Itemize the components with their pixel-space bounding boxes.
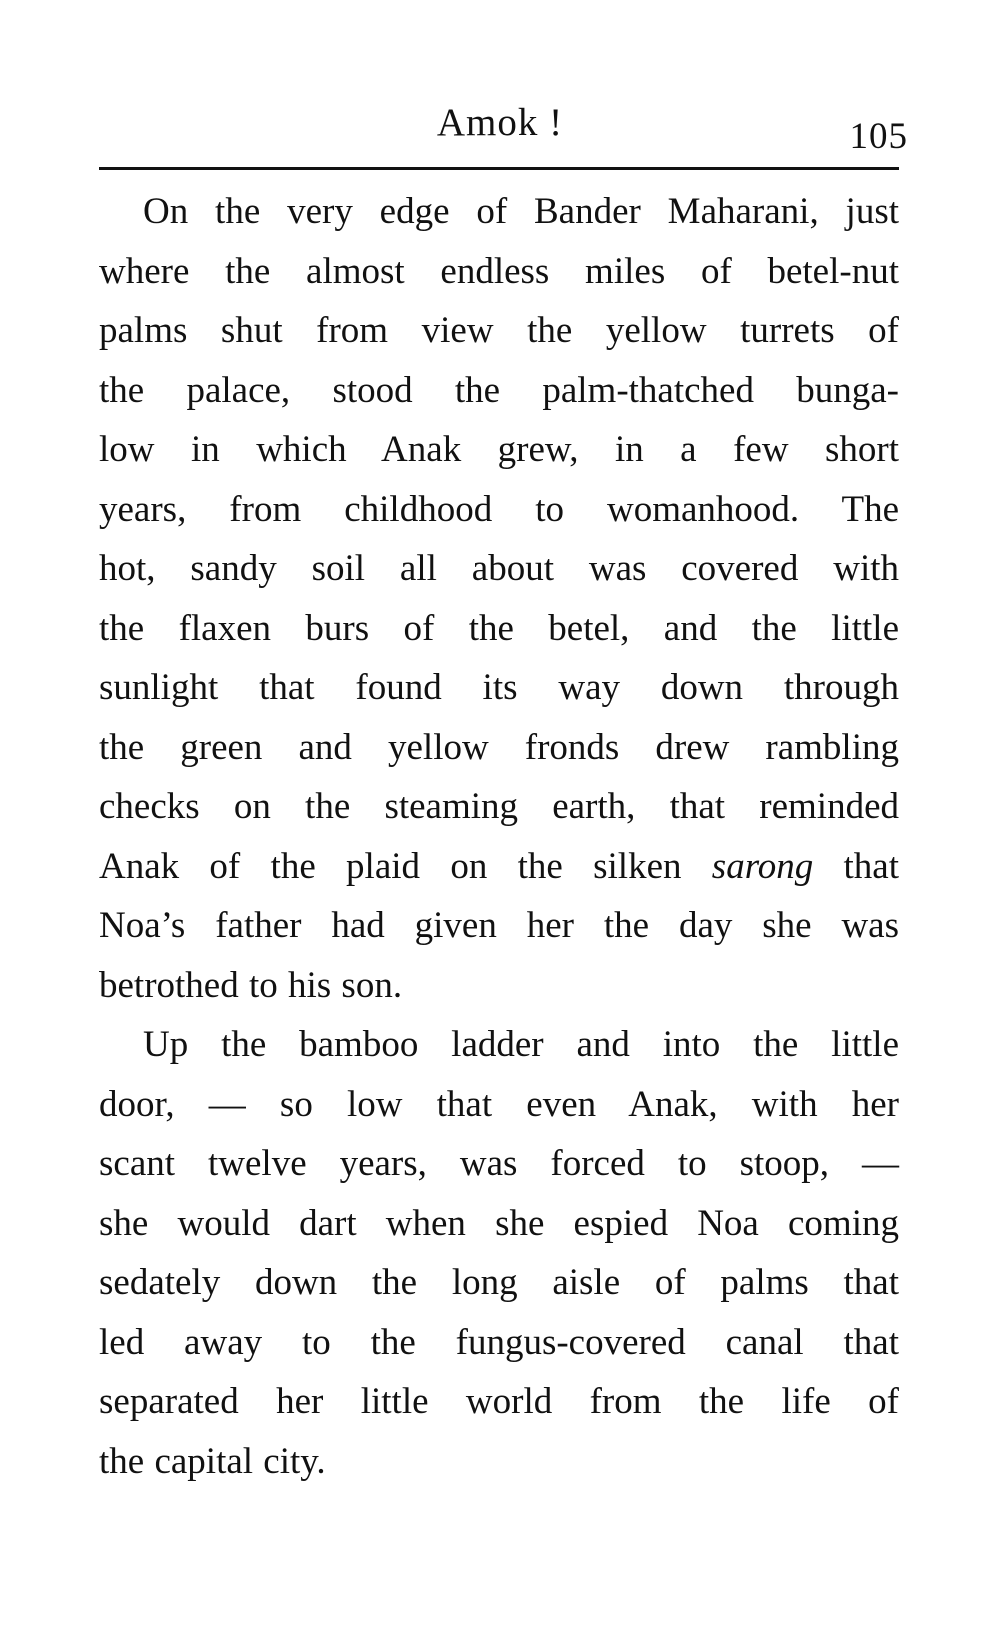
text-line: low in which Anak grew, in a few short [99, 429, 899, 470]
paragraph-1 [99, 182, 899, 1015]
text-line: betrothed to his son. [99, 964, 403, 1006]
text-line: years, from childhood to womanhood. The [99, 488, 899, 530]
text-line: palms shut from view the yellow turrets of [99, 310, 899, 351]
text-line: where the almost endless miles of betel-nut [99, 250, 899, 292]
body-text [99, 182, 899, 1491]
text-line: scant twelve years, was forced to stoop, — [99, 1143, 899, 1184]
text-line: hot, sandy soil all about was covered with [99, 548, 899, 589]
text-line: sedately down the long aisle of palms that [99, 1262, 899, 1303]
text-line: door, — so low that even Anak, with her [99, 1083, 899, 1125]
text-line: the flaxen burs of the betel, and the little [99, 607, 899, 649]
text-line: she would dart when she espied Noa coming [99, 1202, 899, 1244]
text-line: Noa’s father had given her the day she was [99, 905, 899, 946]
italic-word: sarong [711, 845, 814, 887]
text-line: checks on the steaming earth, that reminded [99, 786, 899, 827]
text-line: led away to the fungus-covered canal that [99, 1321, 899, 1363]
text-line: the palace, stood the palm-thatched bunga- [99, 369, 899, 411]
paragraph-2 [99, 1015, 899, 1491]
running-title: Amok ! [436, 101, 564, 144]
text-segment: Anak of the plaid on the silken [99, 845, 712, 887]
text-line-with-italic [99, 837, 899, 897]
text-line: the capital city. [99, 1440, 326, 1482]
text-line: Up the bamboo ladder and into the little [143, 1024, 899, 1065]
running-head [0, 98, 1000, 157]
text-line: sunlight that found its way down through [99, 667, 899, 708]
text-line: the green and yellow fronds drew rambling [99, 726, 899, 768]
text-line: On the very edge of Bander Maharani, just [143, 191, 899, 232]
text-segment: that [813, 845, 900, 887]
header-rule [99, 167, 899, 170]
page-number: 105 [849, 116, 908, 157]
text-line: separated her little world from the life of [99, 1381, 899, 1422]
